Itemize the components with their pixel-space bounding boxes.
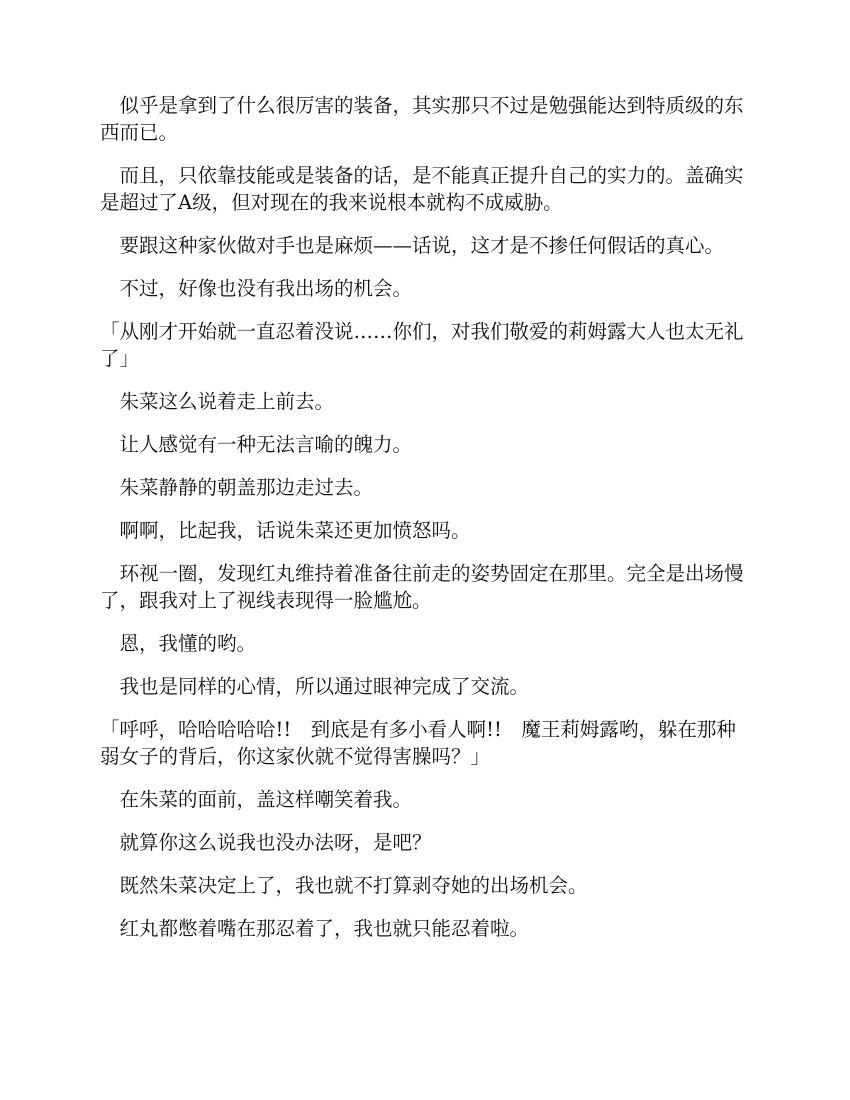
paragraph: 红丸都憋着嘴在那忍着了，我也就只能忍着啦。 — [100, 917, 530, 940]
paragraph: 既然朱菜决定上了，我也就不打算剥夺她的出场机会。 — [100, 874, 588, 897]
paragraph: 朱菜静静的朝盖那边走过去。 — [100, 476, 374, 499]
paragraph: 环视一圈，发现红丸维持着准备往前走的姿势固定在那里。完全是出场慢了，跟我对上了视线表现得一脸尴尬。 — [100, 562, 744, 612]
paragraph: 似乎是拿到了什么很厉害的装备，其实那只不过是勉强能达到特质级的东西而已。 — [100, 94, 744, 144]
paragraph: 在朱菜的面前，盖这样嘲笑着我。 — [100, 788, 413, 811]
paragraph: 要跟这种家伙做对手也是麻烦——话说，这才是不掺任何假话的真心。 — [100, 234, 725, 257]
dialogue-paragraph: 「从刚才开始就一直忍着没说……你们，对我们敬爱的莉姆露大人也太无礼了」 — [100, 320, 744, 370]
paragraph: 我也是同样的心情，所以通过眼神完成了交流。 — [100, 675, 530, 698]
document-page — [100, 92, 750, 958]
paragraph: 啊啊，比起我，话说朱菜还更加愤怒吗。 — [100, 519, 471, 542]
paragraph: 就算你这么说我也没办法呀，是吧？ — [100, 831, 432, 854]
paragraph: 不过，好像也没有我出场的机会。 — [100, 277, 413, 300]
paragraph: 朱菜这么说着走上前去。 — [100, 390, 335, 413]
paragraph: 恩，我懂的哟。 — [100, 632, 257, 655]
dialogue-paragraph: 「呼呼，哈哈哈哈哈!! 到底是有多小看人啊!! 魔王莉姆露哟，躲在那种弱女子的背后，你这家伙就不觉得害臊吗？」 — [100, 718, 736, 768]
paragraph: 而且，只依靠技能或是装备的话，是不能真正提升自己的实力的。盖确实是超过了A级，但对现在的我来说根本就构不成威胁。 — [100, 164, 744, 214]
paragraph: 让人感觉有一种无法言喻的魄力。 — [100, 433, 413, 456]
